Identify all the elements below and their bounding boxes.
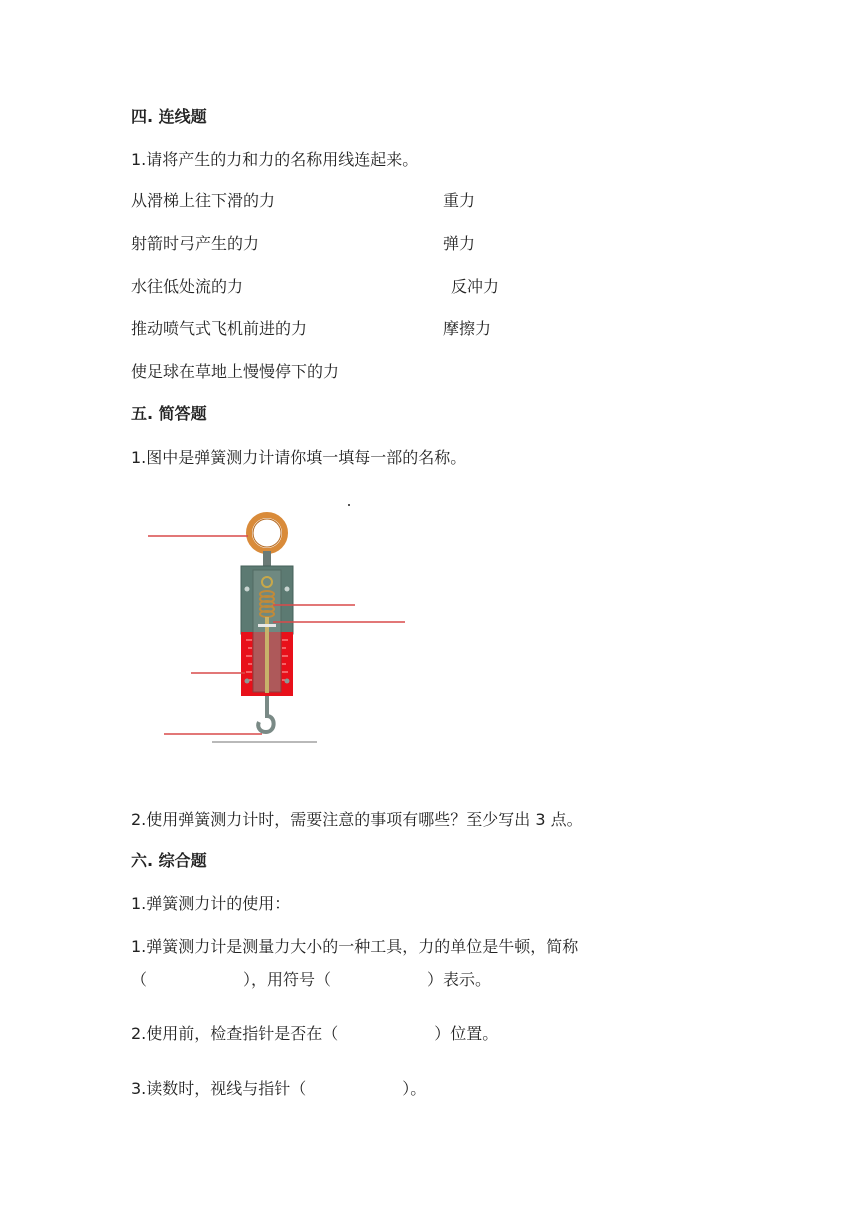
left-item-3: 水往低处流的力 <box>131 277 244 296</box>
section-4-heading: 四. 连线题 <box>131 107 207 126</box>
right-item-1: 重力 <box>443 191 476 210</box>
question-5-1: 1.图中是弹簧测力计请你填一填每一部的名称。 <box>131 448 467 467</box>
right-item-3: 反冲力 <box>451 277 500 296</box>
item-2: 2.使用前，检查指针是否在（ ）位置。 <box>131 1024 499 1043</box>
section-5-heading: 五. 简答题 <box>131 404 207 423</box>
right-item-2: 弹力 <box>443 234 476 253</box>
left-item-5: 使足球在草地上慢慢停下的力 <box>131 362 340 381</box>
section-6-heading: 六. 综合题 <box>131 851 207 870</box>
item-1-line-2: （ ），用符号（ ）表示。 <box>131 970 492 989</box>
question-6-1: 1.弹簧测力计的使用： <box>131 894 291 913</box>
left-item-4: 推动喷气式飞机前进的力 <box>131 319 308 338</box>
left-item-2: 射箭时弓产生的力 <box>131 234 260 253</box>
left-item-1: 从滑梯上往下滑的力 <box>131 191 276 210</box>
right-item-4: 摩擦力 <box>443 319 492 338</box>
question-5-2: 2.使用弹簧测力计时，需要注意的事项有哪些？至少写出 3 点。 <box>131 810 583 829</box>
item-3: 3.读数时，视线与指针（ ）。 <box>131 1079 427 1098</box>
question-4-1: 1.请将产生的力和力的名称用线连起来。 <box>131 150 419 169</box>
item-1-line-1: 1.弹簧测力计是测量力大小的一种工具，力的单位是牛顿，简称 <box>131 937 579 956</box>
